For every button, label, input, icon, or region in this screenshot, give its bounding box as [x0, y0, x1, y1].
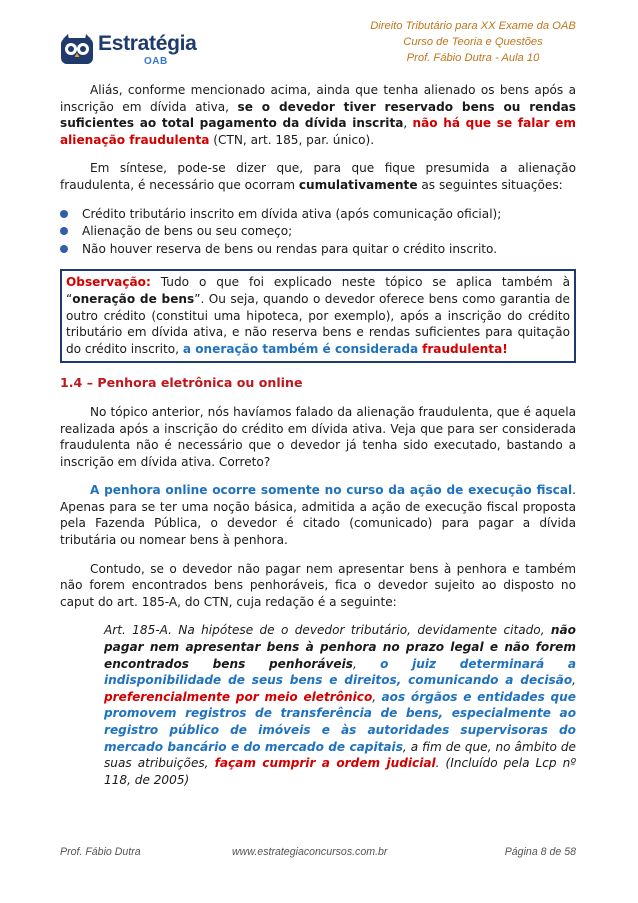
- quote-red-1: preferencialmente por meio eletrônico: [104, 689, 373, 704]
- bullet-icon: [60, 210, 68, 218]
- paragraph-alienacao: [60, 82, 576, 148]
- paragraph-penhora-online: [60, 482, 576, 548]
- list-item-text: Não houver reserva de bens ou rendas para quitar o crédito inscrito.: [82, 241, 498, 256]
- obs-bold-1: oneração de bens: [72, 291, 195, 306]
- list-item-text: Alienação de bens ou seu começo;: [82, 224, 293, 239]
- law-quote: [60, 622, 576, 788]
- quote-text-5: , a fim de que, no âmbito de suas atribuições,: [104, 739, 576, 771]
- obs-text-1: Tudo o que foi explicado neste tópico se aplica também à “: [66, 275, 570, 306]
- section-title: 1.4 – Penhora eletrônica ou online: [60, 375, 303, 391]
- obs-red-1: fraudulenta!: [422, 341, 508, 356]
- footer-page-number: Página 8 de 58: [504, 846, 576, 858]
- p1-text-1: Aliás, conforme mencionado acima, ainda que tenha alienado os bens após a inscrição em dívida ativa,: [60, 83, 576, 114]
- paragraph-sintese: [60, 160, 576, 193]
- page-content: [60, 82, 576, 788]
- p4-text-1: . Apenas para se ter uma noção básica, admitida a ação de execução fiscal proposta pela Fazenda Pública, o devedor é citado (comunicado) para pagar a dívida tributária ou nomear bens à penhora.: [60, 483, 576, 548]
- owl-logo-icon: [60, 34, 94, 66]
- p2-text-2: as seguintes situações:: [417, 177, 563, 192]
- situations-list: [60, 206, 576, 258]
- list-item-text: Crédito tributário inscrito em dívida ativa (após comunicação oficial);: [82, 206, 502, 221]
- footer-author: Prof. Fábio Dutra: [60, 846, 141, 858]
- paragraph-contudo: Contudo, se o devedor não pagar nem apresentar bens à penhora e também não forem encontrados bens penhoráveis, fica o devedor sujeito ao disposto no caput do art. 185-A, do CTN, cuja redação é a seguinte:: [60, 561, 576, 609]
- p2-text-1: Em síntese, pode-se dizer que, para que fique presumida a alienação fraudulenta, é necessário que ocorram: [60, 161, 576, 192]
- footer-website-link[interactable]: www.estrategiaconcursos.com.br: [232, 846, 388, 858]
- obs-blue-1: a oneração também é considerada: [182, 341, 419, 356]
- header-line-2: Curso de Teoria e Questões: [403, 36, 543, 48]
- quote-red-2: façam cumprir a ordem judicial: [214, 756, 436, 771]
- logo-text: Estratégia: [98, 32, 197, 55]
- p2-bold-1: cumulativamente: [298, 177, 418, 192]
- p1-text-2: ,: [403, 116, 413, 131]
- header-line-3: Prof. Fábio Dutra - Aula 10: [406, 52, 540, 64]
- header-line-1: Direito Tributário para XX Exame da OAB: [370, 20, 576, 32]
- observation-label: Observação:: [66, 275, 151, 290]
- quote-blue-1: o juiz determinará a indisponibilidade de seus bens e direitos, comunicando a decisão: [104, 656, 576, 688]
- obs-text-2: ”. Ou seja, quando o devedor oferece bens como garantia de outro crédito (constitui uma hipoteca, por exemplo), após a inscrição do crédito tributário em dívida ativa, e não reserva bens e rendas suficientes para quitação do crédito inscrito,: [66, 291, 570, 356]
- p1-bold-1: se o devedor tiver reservado bens ou rendas suficientes ao total pagamento da dívida inscrita: [60, 99, 577, 131]
- p1-red-1: não há que se falar em alienação fraudulenta: [60, 116, 576, 147]
- list-item: [60, 206, 576, 223]
- quote-blue-2: aos órgãos e entidades que promovem registros de transferência de bens, especialmente ao registro público de imóveis e às autoridades supervisoras do mercado bancário e do mercado de capitais: [104, 689, 576, 754]
- list-item: [60, 241, 576, 258]
- quote-text-6: . (Incluído pela Lcp nº 118, de 2005): [104, 756, 576, 787]
- list-item: [60, 223, 576, 240]
- bullet-icon: [60, 245, 68, 253]
- quote-text-2: ,: [352, 656, 381, 671]
- logo-subtext: OAB: [144, 56, 168, 67]
- quote-text-3: ,: [572, 673, 576, 688]
- quote-bold-1: não pagar nem apresentar bens à penhora no prazo legal e não forem encontrados bens penhoráveis: [104, 623, 576, 671]
- observation-box: [60, 269, 576, 363]
- quote-text-1: Art. 185-A. Na hipótese de o devedor tributário, devidamente citado,: [104, 623, 551, 638]
- quote-text-4: ,: [372, 689, 382, 704]
- p4-blue-1: A penhora online ocorre somente no curso da ação de execução fiscal: [90, 483, 573, 498]
- brand-logo: [60, 32, 230, 68]
- bullet-icon: [60, 227, 68, 235]
- paragraph-topico-anterior: No tópico anterior, nós havíamos falado da alienação fraudulenta, que é aquela realizada após a inscrição do crédito em dívida ativa. Veja que para ser considerada fraudulenta não é necessário que o devedor já tenha sido executado, bastando a inscrição em dívida ativa. Correto?: [60, 404, 576, 469]
- course-header: [353, 18, 593, 66]
- p1-text-3: (CTN, art. 185, par. único).: [209, 132, 375, 147]
